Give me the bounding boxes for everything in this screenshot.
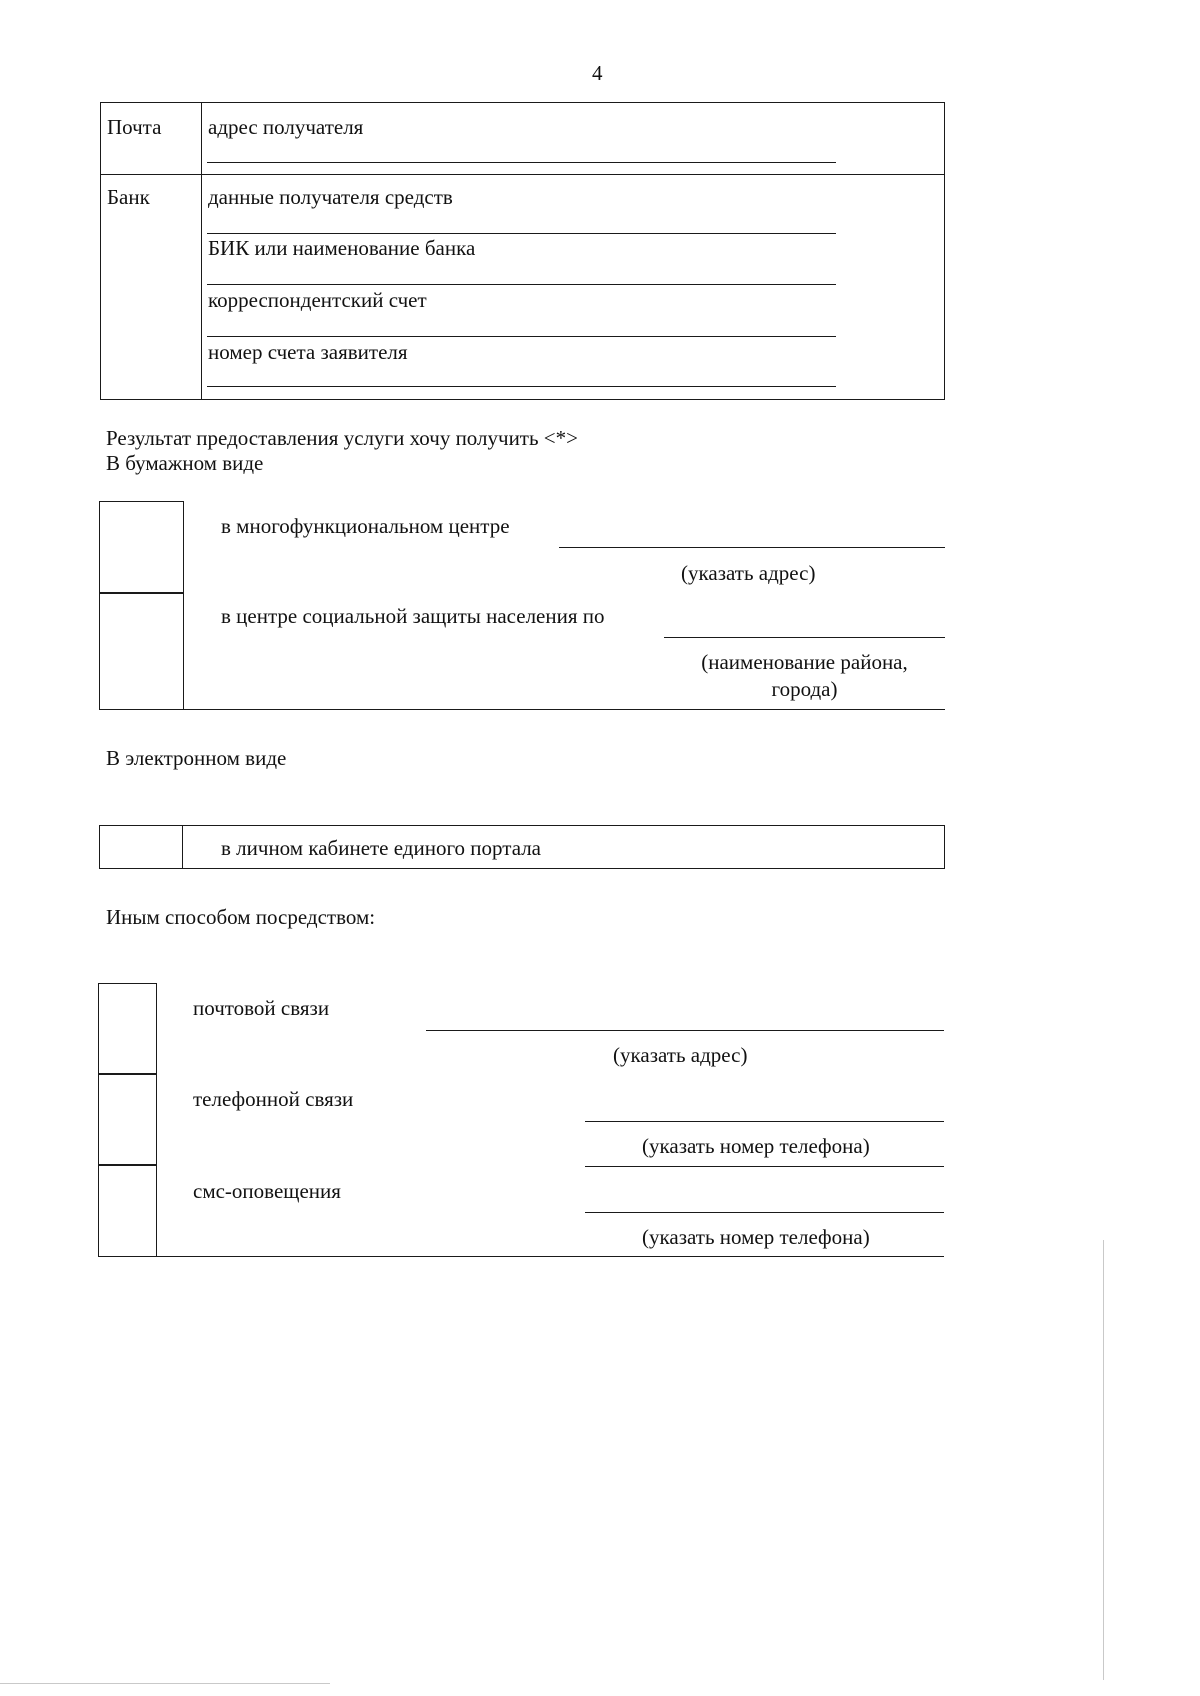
field-recipient-address[interactable] (207, 162, 836, 163)
other-heading: Иным способом посредством: (106, 905, 376, 929)
table-row-divider (100, 174, 945, 175)
post-label: почтовой связи (193, 996, 330, 1020)
social-hint-line1: (наименование района, (701, 650, 908, 674)
checkbox-post[interactable] (98, 983, 157, 1075)
sms-hint: (указать номер телефона) (642, 1225, 870, 1249)
paper-block-bottom-line (183, 709, 945, 710)
field-label-bik: БИК или наименование банка (208, 236, 476, 260)
page-number: 4 (592, 61, 603, 85)
field-label-applicant-account: номер счета заявителя (208, 340, 408, 364)
row-label-mail: Почта (107, 115, 162, 139)
scan-edge-line (1103, 1240, 1104, 1680)
checkbox-phone[interactable] (98, 1073, 157, 1166)
field-label-recipient-address: адрес получателя (208, 115, 364, 139)
field-social-district[interactable] (664, 637, 945, 638)
social-hint-line2: города) (771, 677, 838, 701)
field-corr-account[interactable] (207, 336, 836, 337)
phone-hint-underline (585, 1166, 944, 1167)
result-heading: Результат предоставления услуги хочу получить <*> (106, 426, 578, 450)
social-center-label: в центре социальной защиты населения по (221, 604, 605, 628)
checkbox-portal[interactable] (100, 826, 182, 868)
field-post-address[interactable] (426, 1030, 944, 1031)
field-phone-number[interactable] (585, 1121, 944, 1122)
paper-heading: В бумажном виде (106, 451, 264, 475)
field-label-corr-account: корреспондентский счет (208, 288, 427, 312)
field-sms-number[interactable] (585, 1212, 944, 1213)
field-label-funds-recipient: данные получателя средств (208, 185, 453, 209)
sms-label: смс-оповещения (193, 1179, 341, 1203)
portal-checkbox-divider (182, 825, 183, 869)
row-label-bank: Банк (107, 185, 150, 209)
other-block-bottom-line (156, 1256, 944, 1257)
electronic-heading: В электронном виде (106, 746, 287, 770)
field-bik[interactable] (207, 284, 836, 285)
scan-bottom-line (0, 1683, 330, 1684)
mfc-label: в многофункциональном центре (221, 514, 510, 538)
checkbox-sms[interactable] (98, 1164, 157, 1257)
field-funds-recipient[interactable] (207, 233, 836, 234)
post-hint: (указать адрес) (613, 1043, 748, 1067)
field-mfc-address[interactable] (559, 547, 945, 548)
checkbox-social-center[interactable] (99, 592, 184, 710)
portal-label: в личном кабинете единого портала (221, 836, 542, 860)
checkbox-mfc[interactable] (99, 501, 184, 594)
table-column-divider (201, 102, 202, 400)
field-applicant-account[interactable] (207, 386, 836, 387)
phone-hint: (указать номер телефона) (642, 1134, 870, 1158)
mfc-hint: (указать адрес) (681, 561, 816, 585)
phone-label: телефонной связи (193, 1087, 354, 1111)
